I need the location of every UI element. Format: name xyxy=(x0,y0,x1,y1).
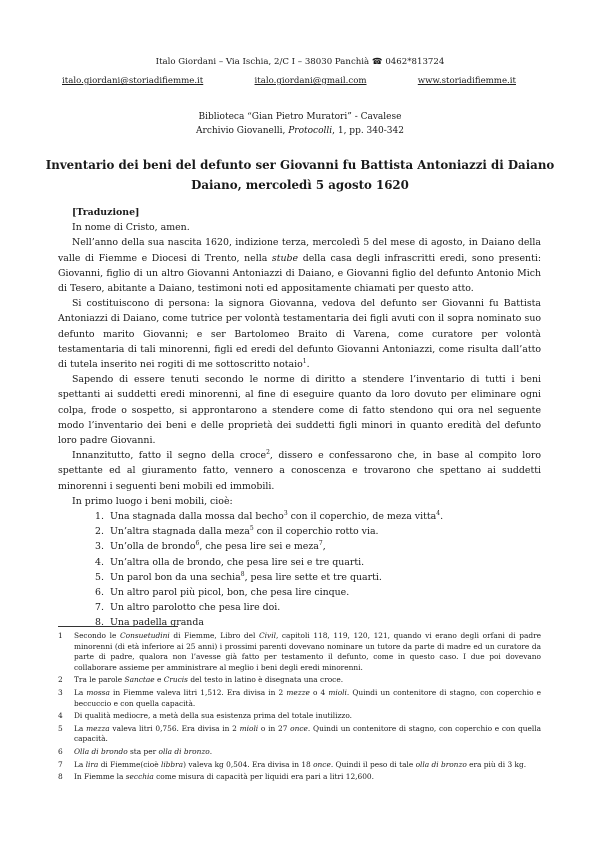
item-text-part: Un altro parol più picol, bon, che pesa lire cinque. xyxy=(110,587,350,599)
footnote-ref: 6 xyxy=(195,540,200,548)
footnote-text-part: di Fiemme, Libro del xyxy=(169,631,260,640)
author-address: Italo Giordani – Via Ischia, 2/C I – 38030 Panchià ☎ 0462*813724 xyxy=(155,57,445,67)
footnote-text-part: mossa xyxy=(86,687,110,697)
item-number: 1. xyxy=(95,511,104,523)
source-reference xyxy=(0,110,600,138)
paragraph-purpose: Sapendo di essere tenuti secondo le norme di diritto a stendere l’inventario di tutti i beni spettanti ai suddetti eredi minorenni, al fine di eseguire quanto da loro dovuto per eliminare ogni colpa, frode o sospetto, si approntarono a stendere come di fatto stendono qui ora nel seguente modo l’inventario dei beni e delle proprietà dei suddetti figli minori in quanto eredità del defunto loro padre Giovanni. xyxy=(58,374,541,447)
email-link-gmail[interactable]: italo.giordani@gmail.com xyxy=(254,76,367,86)
item-text-part: Un’olla de brondo xyxy=(110,541,196,553)
footnote-text xyxy=(74,747,541,758)
footnote xyxy=(58,760,541,771)
footnote-text-part: . Quindi il peso di tale xyxy=(330,759,416,769)
footnote-text-part: olla di bronzo xyxy=(158,746,210,756)
footnote xyxy=(58,711,541,722)
archive-reference: Archivio Giovanelli, Protocolli, 1, pp. 340-342 xyxy=(196,126,404,136)
footnote-text-part: mezze xyxy=(286,687,310,697)
footnote-text-part: La xyxy=(74,723,87,733)
inventory-item xyxy=(58,585,541,600)
item-number: 5. xyxy=(95,571,104,583)
item-text-part: Un parol bon da una sechia xyxy=(110,571,241,583)
title-line-2: Daiano, mercoledì 5 agosto 1620 xyxy=(191,178,409,192)
footnote-text xyxy=(74,772,541,783)
footnote xyxy=(58,631,541,673)
footnote-text-part: olla di bronzo xyxy=(415,759,467,769)
paragraph-invocation: In nome di Cristo, amen. xyxy=(72,222,190,234)
footnote-text-part: mezza xyxy=(86,723,110,733)
footnote-text-part: Civil xyxy=(259,631,276,640)
item-text-part: . xyxy=(440,511,444,523)
footnote-ref: 1 xyxy=(302,357,307,365)
inventory-item xyxy=(58,615,541,630)
footnote-number: 3 xyxy=(58,687,63,697)
footnote xyxy=(58,688,541,709)
footnote-text-part: secchia xyxy=(125,772,154,782)
item-number: 2. xyxy=(95,526,104,538)
footnote-text-part: Di qualità mediocre, a metà della sua esistenza prima del totale inutilizzo. xyxy=(74,711,352,721)
footnote-text-part: libbra xyxy=(160,759,184,769)
footnote-text-part: Olla di brondo xyxy=(74,746,128,756)
inventory-item xyxy=(58,509,541,524)
inventory-list xyxy=(58,509,541,631)
item-text xyxy=(110,555,364,570)
item-number: 6. xyxy=(95,587,104,599)
item-text-part: Una stagnada dalla mossa dal becho xyxy=(110,511,284,523)
paragraph-cross: Innanzitutto, fatto il segno della croce$^2$, dissero e confessarono che, in base al compito loro spettante ed al giuramento fatto, vennero a conoscenza e trovarono che spettano ai suddetti minorenni i seguenti beni mobili ed immobili. xyxy=(58,449,542,492)
paragraph-movables: In primo luogo i beni mobili, cioè: xyxy=(72,495,233,507)
footnote-text xyxy=(74,760,541,771)
item-text xyxy=(110,615,204,630)
item-text-part: , che pesa lire sei e meza xyxy=(199,541,319,553)
item-text-part: Un’altra stagnada dalla meza xyxy=(110,526,250,538)
footnote-text-part: valeva litri 0,756. Era divisa in 2 xyxy=(109,723,240,733)
inventory-item xyxy=(58,524,541,539)
footnote-separator xyxy=(58,626,178,627)
item-text-part: Un’altra olla de brondo, che pesa lire sei e tre quarti. xyxy=(110,556,365,568)
item-number: 3. xyxy=(95,541,104,553)
footnote-text-part: era più di 3 kg. xyxy=(466,759,527,769)
footnote-text-part: Consuetudini xyxy=(119,631,170,640)
title-line-1: Inventario dei beni del defunto ser Giovanni fu Battista Antoniazzi di Daiano xyxy=(45,158,555,172)
contact-links xyxy=(62,76,516,86)
footnote-text-part: Tra le parole xyxy=(74,675,125,685)
footnote-text xyxy=(74,724,541,745)
footnote-text xyxy=(74,711,541,722)
footnote-text-part: Sanctae xyxy=(124,675,155,685)
paragraph-date-place: Nell’anno della sua nascita 1620, indizione terza, mercoledì 5 del mese di agosto, in Daiano della valle di Fiemme e Diocesi di Trento, nella stube della casa degli infrascritti eredi, sono presenti: Giovanni, figlio di un altro Giovanni Antoniazzi di Daiano, e Giovanni figlio del defunto Antonio Mich di Tesero, abitante a Daiano, testimoni noti ed appositamente chiamati per questo atto. xyxy=(58,237,542,295)
footnote-text-part: . Quindi un contenitore di stagno, con coperchio e beccuccio e con quella capacità. xyxy=(74,687,541,708)
item-text-part: con il coperchio, de meza vitta xyxy=(287,511,437,523)
footnote-text-part: once xyxy=(290,723,308,733)
item-text xyxy=(110,539,326,554)
footnote-text-part: in Fiemme valeva litri 1,512. Era divisa in 2 xyxy=(109,687,287,697)
website-link[interactable]: www.storiadifiemme.it xyxy=(417,76,516,86)
footnote xyxy=(58,772,541,783)
footnote-text xyxy=(74,688,541,709)
footnote-number: 8 xyxy=(58,772,63,782)
footnote-text-part: ) valeva kg 0,504. Era divisa in 18 xyxy=(183,759,314,769)
footnote-text-part: . Quindi un contenitore di stagno, con coperchio e con quella capacità. xyxy=(74,723,541,744)
footnote-text-part: sta per xyxy=(127,746,159,756)
paragraph-parties: Si costituiscono di persona: la signora Giovanna, vedova del defunto ser Giovanni fu Battista Antoniazzi di Daiano, come tutrice per volontà testamentaria dei figli avuti con il sopra nominato suo defunto marito Giovanni; e ser Bartolomeo Braito di Varena, come curatore per volontà testamentaria di tali minorenni, figli ed eredi del defunto Giovanni Antoniazzi, come risulta dall’atto di tutela inserito nei rogiti di me sottoscritto notaio$^1$. xyxy=(58,298,541,371)
footnote-text-part: lira xyxy=(85,759,99,769)
inventory-item xyxy=(58,570,541,585)
inventory-item xyxy=(58,539,541,554)
item-number: 7. xyxy=(95,602,104,614)
item-text-part: con il coperchio rotto via. xyxy=(253,526,379,538)
footnote-text-part: Secondo le xyxy=(74,631,120,640)
email-link-storiadifiemme[interactable]: italo.giordani@storiadifiemme.it xyxy=(62,76,204,86)
footnote-ref: 2 xyxy=(266,449,270,457)
item-text-part: Una padella granda xyxy=(110,617,204,629)
footnote-text xyxy=(74,631,541,673)
footnote-text-part: mioli xyxy=(239,723,259,733)
item-text-part: , xyxy=(322,541,326,553)
footnote-text-part: mioli xyxy=(328,687,347,697)
footnote xyxy=(58,724,541,745)
item-text xyxy=(110,585,349,600)
footnote-number: 1 xyxy=(58,631,63,640)
library-name: Biblioteca “Gian Pietro Muratori” - Cavalese xyxy=(198,112,402,122)
footnote-ref: 4 xyxy=(436,509,441,517)
inventory-item xyxy=(58,555,541,570)
footnote-text-part: , capitoli 118, 119, 120, 121, quando vi erano degli orfani di padre minorenni (di età inferiore ai 25 anni) i prossimi parenti dovevano nominare un tutore da parte di madre ed un curatore da parte di padre, qualora non l’avesse già fatto per testamento il defunto, come in questo caso. I due poi dovevano collaborare assieme per amministrare al meglio i beni degli eredi minorenni. xyxy=(74,631,542,672)
footnote-number: 4 xyxy=(58,711,63,721)
footnote-ref: 3 xyxy=(283,509,288,517)
footnote-text-part: In Fiemme la xyxy=(74,772,126,782)
item-number: 8. xyxy=(95,617,104,629)
footnote-ref: 8 xyxy=(240,570,245,578)
footnote-ref: 7 xyxy=(318,540,323,548)
footnote-text-part: come misura di capacità per liquidi era pari a litri 12,600. xyxy=(153,772,374,782)
item-text xyxy=(110,600,280,615)
item-number: 4. xyxy=(95,556,104,568)
body-text xyxy=(58,205,541,631)
footnote-text-part: Crucis xyxy=(163,675,188,685)
footnote-text-part: o 4 xyxy=(309,687,329,697)
footnote xyxy=(58,747,541,758)
footnote-number: 6 xyxy=(58,746,63,756)
footnote-text-part: La xyxy=(74,759,86,769)
footnotes xyxy=(58,631,541,785)
footnote-text-part: . xyxy=(209,746,213,756)
document-title xyxy=(0,155,600,195)
footnote-number: 7 xyxy=(58,759,63,769)
translation-tag: [Traduzione] xyxy=(72,207,140,218)
footnote-text-part: del testo in latino è disegnata una croce. xyxy=(187,675,344,685)
item-text-part: , pesa lire sette et tre quarti. xyxy=(244,571,382,583)
footnote xyxy=(58,675,541,686)
item-text xyxy=(110,570,382,585)
item-text xyxy=(110,524,379,539)
footnote-ref: 5 xyxy=(249,525,254,533)
footnote-number: 5 xyxy=(58,723,63,733)
footnote-number: 2 xyxy=(58,675,63,685)
footnote-text-part: once xyxy=(313,759,331,769)
item-text-part: Un altro parolotto che pesa lire doi. xyxy=(110,602,281,614)
footnote-text-part: di Fiemme(cioè xyxy=(98,759,161,769)
footnote-text-part: La xyxy=(74,687,87,697)
footnote-text xyxy=(74,675,541,686)
footnote-text-part: o in 27 xyxy=(258,723,291,733)
item-text xyxy=(110,509,443,524)
inventory-item xyxy=(58,600,541,615)
footnote-text-part: e xyxy=(154,675,164,685)
